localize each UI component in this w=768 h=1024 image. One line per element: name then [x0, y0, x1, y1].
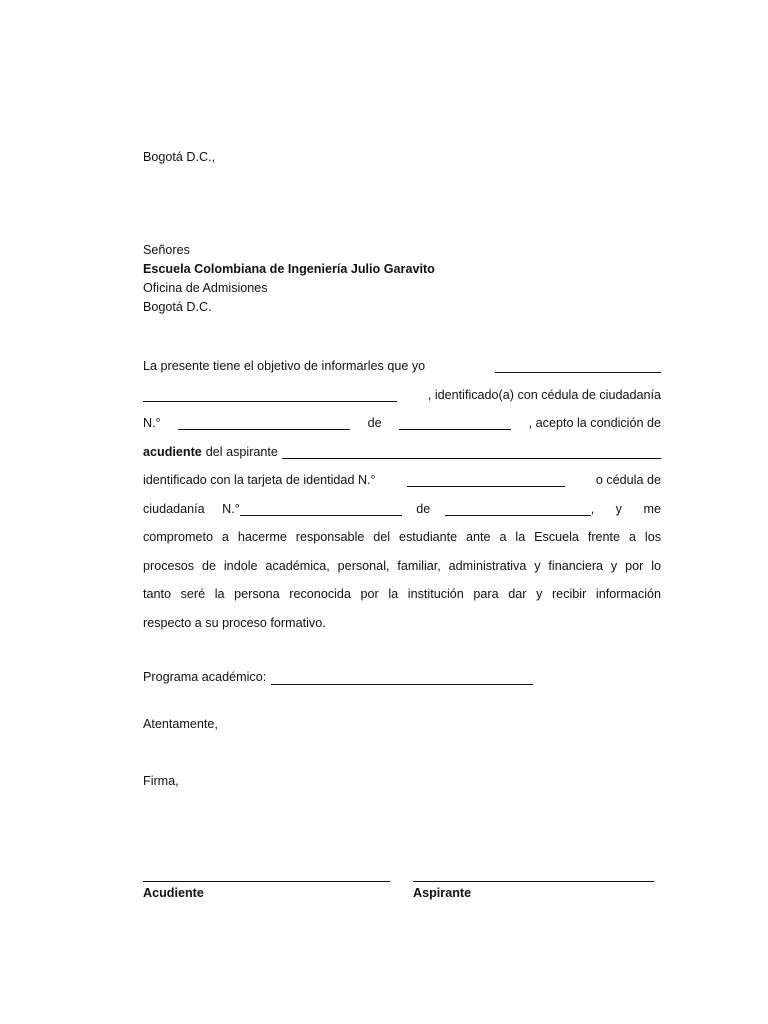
program-label: Programa académico:	[143, 670, 267, 684]
body-line	[143, 352, 661, 381]
closing: Atentamente,	[143, 717, 218, 731]
body-line	[143, 438, 661, 467]
id-number-blank	[178, 417, 350, 430]
body-text: ciudadanía N.°	[143, 501, 240, 516]
signature-line-right	[413, 881, 654, 882]
acudiente-term: acudiente	[143, 444, 202, 459]
body-line: tanto seré la persona reconocida por la institución para dar y recibir información	[143, 587, 661, 601]
signature-label-aspirante: Aspirante	[413, 886, 472, 900]
body-text: , acepto la condición de	[528, 416, 661, 430]
signature-prompt: Firma,	[143, 774, 179, 788]
applicant-name-blank	[282, 446, 661, 459]
name-blank	[495, 360, 661, 373]
id-place-blank	[399, 417, 511, 430]
body-text: , identificado(a) con cédula de ciudadanía	[427, 387, 661, 402]
body-line: respecto a su proceso formativo.	[143, 615, 326, 630]
body-line	[143, 381, 661, 410]
body-text: o cédula de	[595, 473, 661, 487]
body-line: comprometo a hacerme responsable del estudiante ante a la Escuela frente a los	[143, 530, 661, 544]
program-blank	[271, 672, 533, 685]
body-text: N.°	[143, 416, 161, 430]
program-row	[143, 668, 533, 687]
body-text: , y me	[590, 501, 661, 516]
cc-number-blank	[240, 503, 402, 516]
body-line	[143, 495, 661, 524]
recipient-block	[143, 241, 435, 317]
ti-number-blank	[407, 474, 565, 487]
body-text: del aspirante	[205, 444, 278, 459]
name-blank-continued	[143, 389, 397, 402]
body-line: procesos de indole académica, personal, familiar, administrativa y financiera y por lo	[143, 558, 661, 573]
recipient-city: Bogotá D.C.	[143, 300, 212, 314]
signature-label-acudiente: Acudiente	[143, 886, 204, 900]
signature-line-left	[143, 881, 390, 882]
body-text: La presente tiene el objetivo de informarles que yo	[143, 359, 426, 373]
institution-name: Escuela Colombiana de Ingeniería Julio Garavito	[143, 262, 435, 276]
city-date: Bogotá D.C.,	[143, 150, 216, 164]
body-line	[143, 466, 661, 495]
body-line	[143, 409, 661, 438]
body-text: identificado con la tarjeta de identidad N.°	[143, 473, 376, 487]
body-text: de	[367, 416, 382, 430]
body-text: de	[416, 501, 431, 516]
cc-place-blank	[445, 503, 591, 516]
office-name: Oficina de Admisiones	[143, 281, 268, 295]
salutation: Señores	[143, 243, 190, 257]
body-paragraph	[143, 352, 661, 637]
